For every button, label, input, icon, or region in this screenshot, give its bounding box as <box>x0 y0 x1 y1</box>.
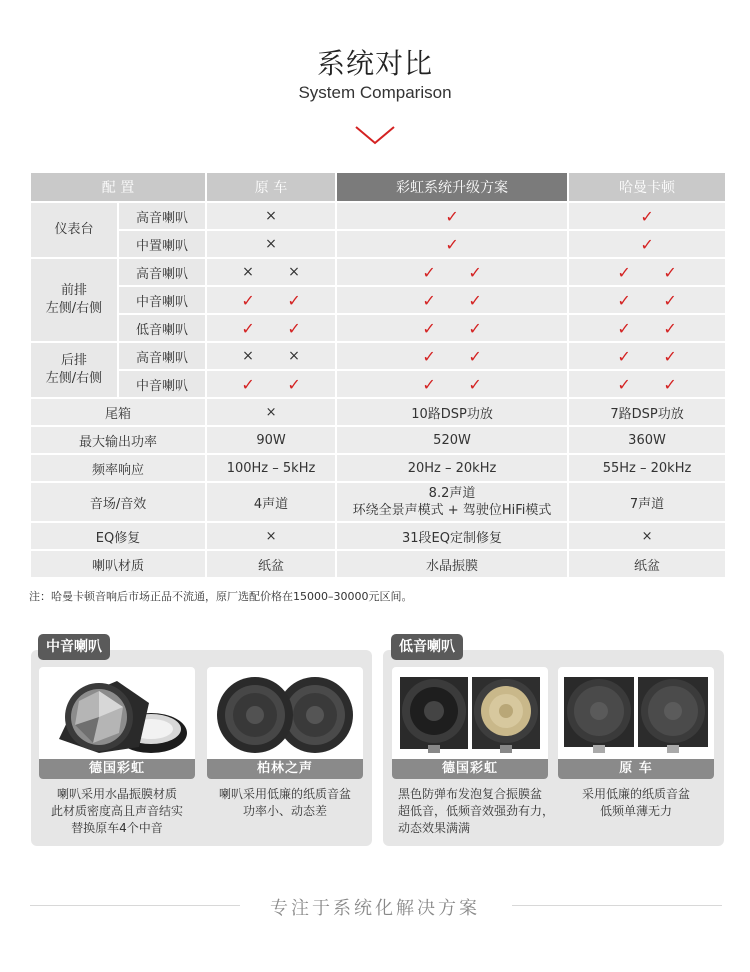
cell-rainbow-line2: 环绕全景声模式 + 驾驶位HiFi模式 <box>352 503 552 518</box>
check-icon: ✓ <box>468 346 482 366</box>
rainbow-bass-description <box>398 786 558 837</box>
cell-oem <box>207 287 335 313</box>
bass-speaker-tag: 低音喇叭 <box>391 634 463 660</box>
desc-line: 黑色防弹布发泡复合振膜盆 <box>398 787 543 801</box>
check-icon: ✓ <box>445 234 459 254</box>
cross-mark: × <box>265 236 277 252</box>
check-icon: ✓ <box>287 290 301 310</box>
desc-line: 动态效果满满 <box>398 821 471 835</box>
group-front-line2: 左侧/右侧 <box>45 301 103 316</box>
check-icon: ✓ <box>617 318 631 338</box>
cell-rainbow: 20Hz – 20kHz <box>337 455 567 481</box>
check-icon: ✓ <box>617 290 631 310</box>
cell-harman <box>569 231 725 257</box>
page-title: 系统对比 <box>316 47 433 80</box>
chevron-down-icon <box>354 124 396 146</box>
cell-harman <box>569 315 725 341</box>
check-icon: ✓ <box>468 290 482 310</box>
row-label-woofer: 低音喇叭 <box>119 315 205 341</box>
check-icon: ✓ <box>422 374 436 394</box>
check-icon: ✓ <box>422 346 436 366</box>
footer-slogan: 专注于系统化解决方案 <box>270 898 480 919</box>
group-rear-line1: 后排 <box>60 353 87 368</box>
cell-rainbow <box>337 259 567 285</box>
cell-rainbow <box>337 231 567 257</box>
check-icon: ✓ <box>468 262 482 282</box>
cell-oem: 90W <box>207 427 335 453</box>
page-subtitle: System Comparison <box>298 83 452 102</box>
oem-bass-description <box>556 786 716 820</box>
check-icon: ✓ <box>663 374 677 394</box>
check-icon: ✓ <box>241 290 255 310</box>
row-label-tweeter: 高音喇叭 <box>119 203 205 229</box>
check-icon: ✓ <box>663 262 677 282</box>
cell-rainbow <box>337 371 567 397</box>
cell-rainbow <box>337 483 567 521</box>
row-label-material: 喇叭材质 <box>31 551 205 577</box>
cell-harman: 纸盆 <box>569 551 725 577</box>
cell-harman: 7路DSP功放 <box>569 399 725 425</box>
row-label-eq: EQ修复 <box>31 523 205 549</box>
check-icon: ✓ <box>663 318 677 338</box>
cell-harman <box>569 371 725 397</box>
cell-harman: 360W <box>569 427 725 453</box>
check-icon: ✓ <box>422 262 436 282</box>
rainbow-bass-card <box>392 667 548 779</box>
cell-oem: × <box>207 523 335 549</box>
cross-mark: × <box>288 348 300 364</box>
check-icon: ✓ <box>640 234 654 254</box>
cell-oem <box>207 203 335 229</box>
desc-line: 替换原车4个中音 <box>71 821 163 835</box>
cell-harman: × <box>569 523 725 549</box>
row-label-soundfield: 音场/音效 <box>31 483 205 521</box>
desc-line: 超低音，低频音效强劲有力， <box>398 804 555 818</box>
check-icon: ✓ <box>422 290 436 310</box>
cell-rainbow: 10路DSP功放 <box>337 399 567 425</box>
row-label-tweeter: 高音喇叭 <box>119 343 205 369</box>
cross-mark: × <box>288 264 300 280</box>
berlin-mid-description <box>205 786 365 820</box>
cell-oem: 纸盆 <box>207 551 335 577</box>
berlin-mid-caption: 柏林之声 <box>207 759 363 779</box>
cell-oem <box>207 231 335 257</box>
group-front <box>31 259 117 341</box>
check-icon: ✓ <box>241 318 255 338</box>
check-icon: ✓ <box>468 318 482 338</box>
group-rear <box>31 343 117 397</box>
check-icon: ✓ <box>468 374 482 394</box>
check-icon: ✓ <box>617 374 631 394</box>
cell-rainbow <box>337 287 567 313</box>
cell-oem <box>207 259 335 285</box>
rainbow-bass-caption: 德国彩虹 <box>392 759 548 779</box>
cell-rainbow <box>337 315 567 341</box>
cell-rainbow: 水晶振膜 <box>337 551 567 577</box>
desc-line: 此材质密度高且声音结实 <box>50 804 183 818</box>
cell-oem: 4声道 <box>207 483 335 521</box>
cell-rainbow <box>337 203 567 229</box>
check-icon: ✓ <box>422 318 436 338</box>
desc-line: 功率小、动态差 <box>242 804 327 818</box>
cell-rainbow-line1: 8.2声道 <box>428 486 476 501</box>
rainbow-mid-card <box>39 667 195 779</box>
footnote: 注：哈曼卡顿音响后市场正品不流通，原厂选配价格在15000–30000元区间。 <box>29 590 413 603</box>
group-front-line1: 前排 <box>60 283 87 298</box>
check-icon: ✓ <box>617 262 631 282</box>
cell-oem: 100Hz – 5kHz <box>207 455 335 481</box>
cell-harman <box>569 343 725 369</box>
oem-bass-card <box>558 667 714 779</box>
cell-oem <box>207 371 335 397</box>
cell-oem: × <box>207 399 335 425</box>
row-label-mid: 中音喇叭 <box>119 371 205 397</box>
check-icon: ✓ <box>663 290 677 310</box>
desc-line: 采用低廉的纸质音盆 <box>581 787 690 801</box>
check-icon: ✓ <box>663 346 677 366</box>
cell-oem <box>207 343 335 369</box>
cell-rainbow: 520W <box>337 427 567 453</box>
berlin-mid-card <box>207 667 363 779</box>
row-label-frequency: 频率响应 <box>31 455 205 481</box>
check-icon: ✓ <box>617 346 631 366</box>
cell-oem <box>207 315 335 341</box>
cell-harman <box>569 259 725 285</box>
oem-bass-caption: 原 车 <box>558 759 714 779</box>
check-icon: ✓ <box>287 318 301 338</box>
cell-rainbow: 31段EQ定制修复 <box>337 523 567 549</box>
check-icon: ✓ <box>241 374 255 394</box>
row-label-center: 中置喇叭 <box>119 231 205 257</box>
cell-harman: 55Hz – 20kHz <box>569 455 725 481</box>
column-header-rainbow: 彩虹系统升级方案 <box>337 173 567 201</box>
cross-mark: × <box>242 348 254 364</box>
rainbow-mid-description <box>37 786 197 837</box>
check-icon: ✓ <box>445 206 459 226</box>
rainbow-mid-caption: 德国彩虹 <box>39 759 195 779</box>
check-icon: ✓ <box>640 206 654 226</box>
column-header-oem: 原 车 <box>207 173 335 201</box>
row-label-tweeter: 高音喇叭 <box>119 259 205 285</box>
check-icon: ✓ <box>287 374 301 394</box>
group-rear-line2: 左侧/右侧 <box>45 371 103 386</box>
group-dashboard: 仪表台 <box>31 203 117 257</box>
composite-woofer-image <box>392 667 548 759</box>
desc-line: 喇叭采用水晶振膜材质 <box>56 787 177 801</box>
row-label-mid: 中音喇叭 <box>119 287 205 313</box>
row-label-power: 最大输出功率 <box>31 427 205 453</box>
cell-harman: 7声道 <box>569 483 725 521</box>
row-label-subwoofer: 尾箱 <box>31 399 205 425</box>
oem-woofer-image <box>558 667 714 759</box>
cell-harman <box>569 287 725 313</box>
desc-line: 喇叭采用低廉的纸质音盆 <box>218 787 351 801</box>
cross-mark: × <box>242 264 254 280</box>
cross-mark: × <box>265 208 277 224</box>
column-header-harman: 哈曼卡顿 <box>569 173 725 201</box>
mid-speaker-tag: 中音喇叭 <box>38 634 110 660</box>
desc-line: 低频单薄无力 <box>599 804 672 818</box>
comparison-table <box>29 171 727 579</box>
cell-rainbow <box>337 343 567 369</box>
crystal-speaker-image <box>39 667 195 759</box>
column-header-config: 配 置 <box>31 173 205 201</box>
cell-harman <box>569 203 725 229</box>
paper-cone-speaker-image <box>207 667 363 759</box>
